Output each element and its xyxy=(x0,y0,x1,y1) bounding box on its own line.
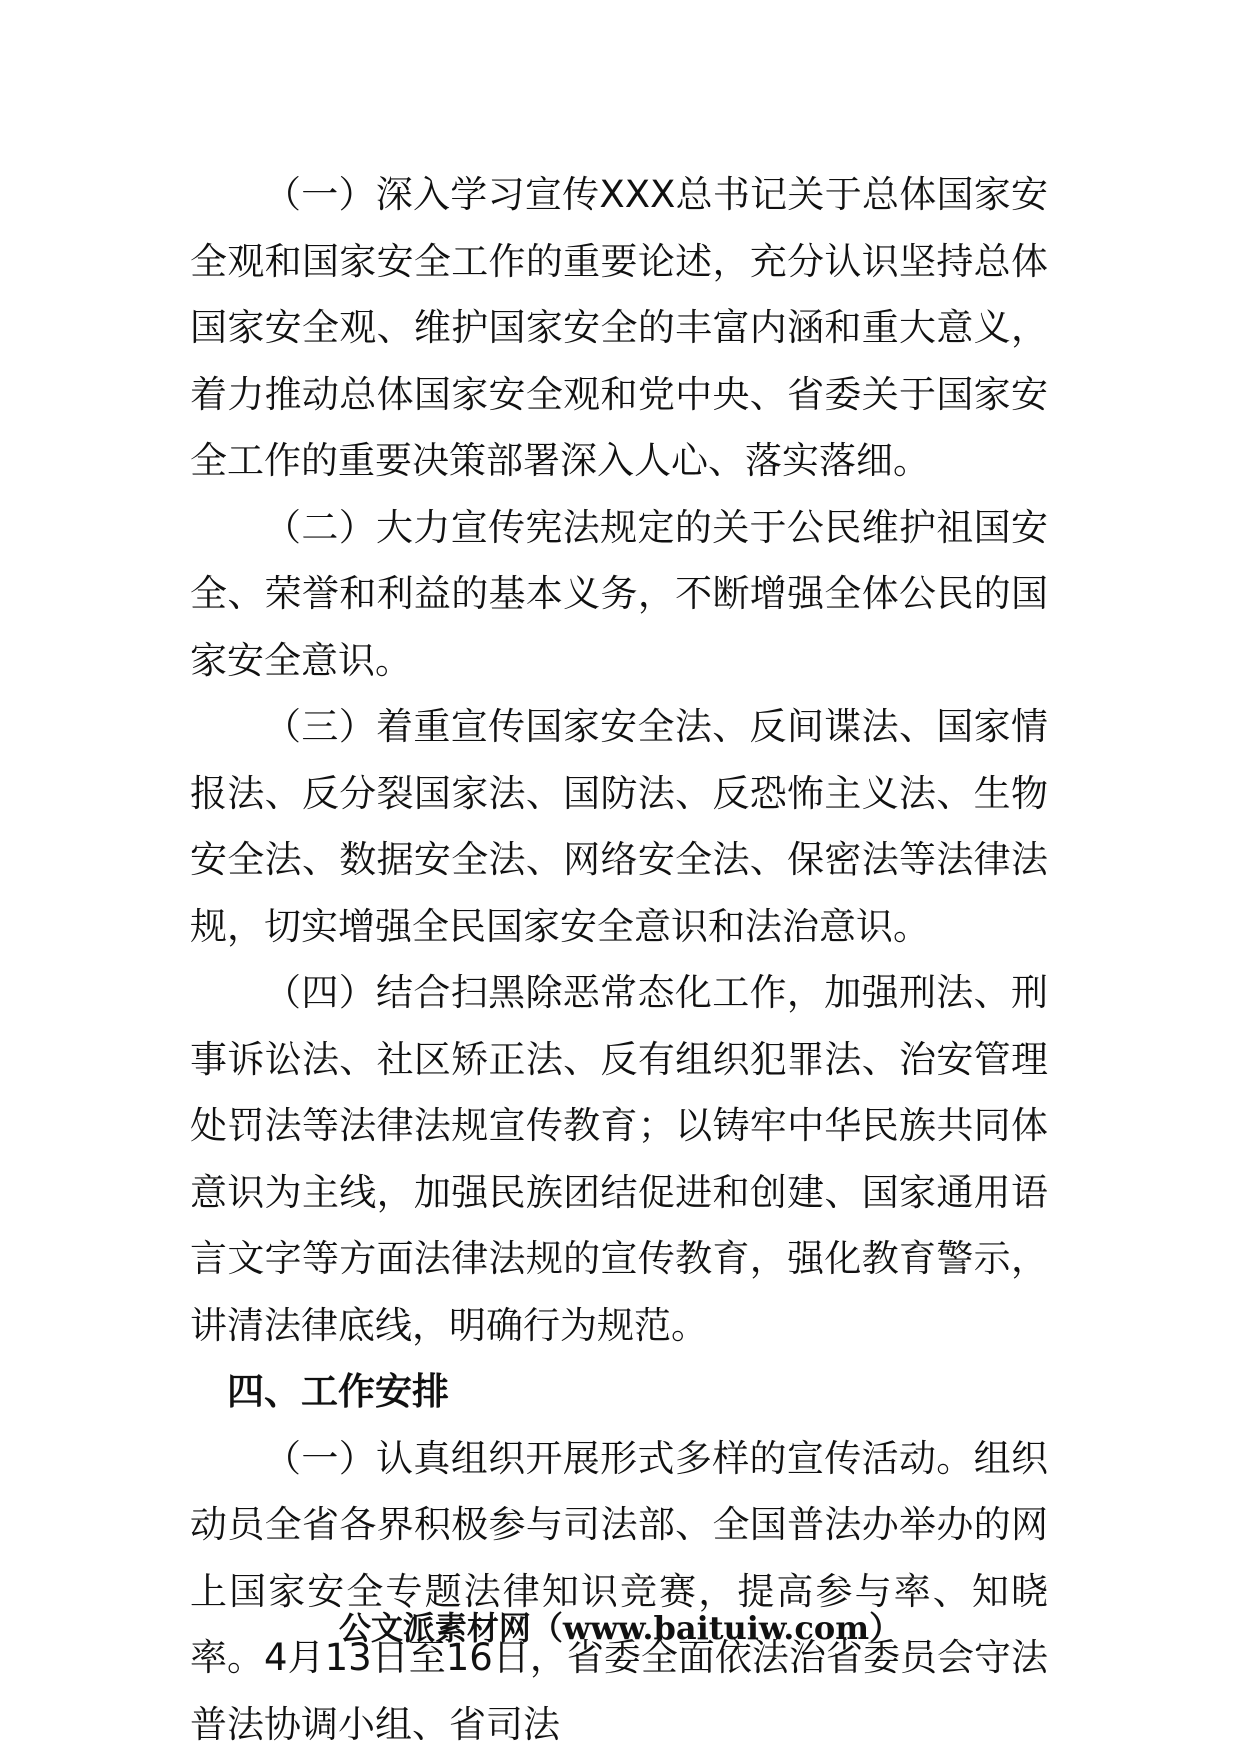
paragraph-2: （二）大力宣传宪法规定的关于公民维护祖国安全、荣誉和利益的基本义务，不断增强全体公民的国家安全意识。 xyxy=(190,495,1048,695)
paragraph-1: （一）深入学习宣传XXX总书记关于总体国家安全观和国家安全工作的重要论述，充分认识坚持总体国家安全观、维护国家安全的丰富内涵和重大意义，着力推动总体国家安全观和党中央、省委关于国家安全工作的重要决策部署深入人心、落实落细。 xyxy=(190,162,1048,495)
section-heading: 四、工作安排 xyxy=(190,1359,1048,1426)
paragraph-4: （四）结合扫黑除恶常态化工作，加强刑法、刑事诉讼法、社区矫正法、反有组织犯罪法、治安管理处罚法等法律法规宣传教育；以铸牢中华民族共同体意识为主线，加强民族团结促进和创建、国家通用语言文字等方面法律法规的宣传教育，强化教育警示，讲清法律底线，明确行为规范。 xyxy=(190,960,1048,1359)
document-body xyxy=(190,162,1048,1758)
paragraph-3: （三）着重宣传国家安全法、反间谍法、国家情报法、反分裂国家法、国防法、反恐怖主义法、生物安全法、数据安全法、网络安全法、保密法等法律法规，切实增强全民国家安全意识和法治意识。 xyxy=(190,694,1048,960)
paragraph-5: （一）认真组织开展形式多样的宣传活动。组织动员全省各界积极参与司法部、全国普法办举办的网上国家安全专题法律知识竞赛，提高参与率、知晓率。4月13日至16日，省委全面依法治省委员会守法普法协调小组、省司法 xyxy=(190,1426,1048,1758)
footer-watermark: 公文派素材网（www.baituiw.com） xyxy=(0,1604,1240,1652)
